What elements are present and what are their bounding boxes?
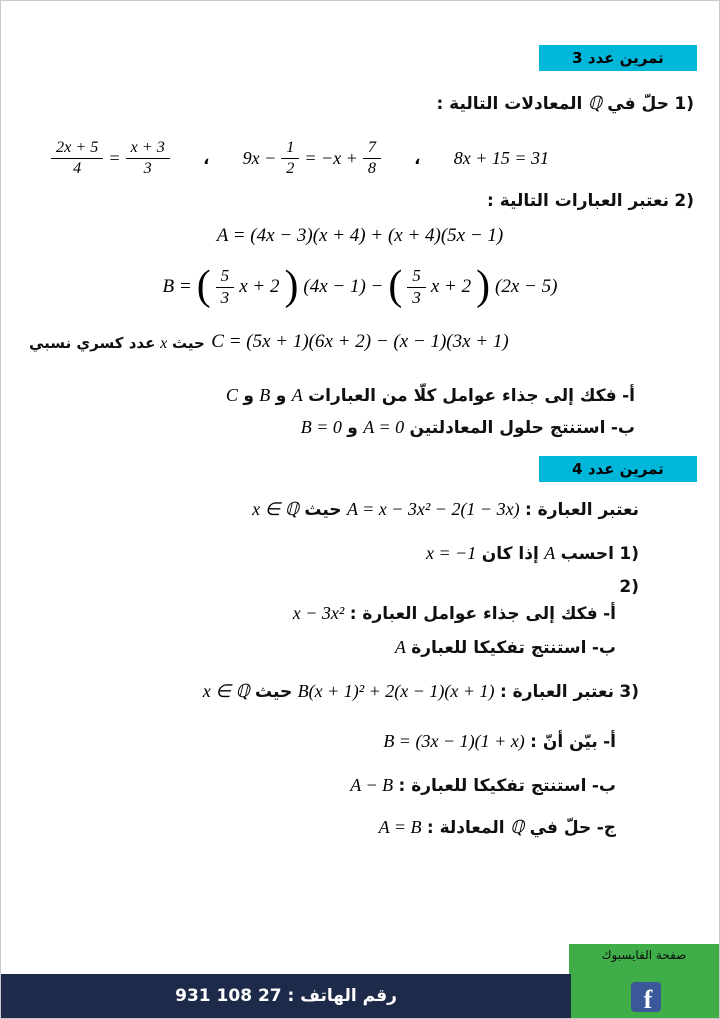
fraction: $\frac{5}{3}$ <box>407 267 426 308</box>
ex4-expression-b: B(x + 1)² + 2(x − 1)(x + 1) <box>297 681 495 701</box>
ex4-q3c-marker: ج- <box>596 818 616 838</box>
expression-a: A = (4x − 3)(x + 4) + (x + 4)(5x − 1) <box>216 225 504 246</box>
ex4-q2-marker: 2) <box>619 577 639 597</box>
ex3-q2-text: نعتبر العبارات التالية : <box>487 191 669 211</box>
ex4-domain-2: x ∈ ℚ <box>202 681 250 701</box>
equation-1: 8x + 15 = 31 <box>453 147 549 168</box>
ex4-question-2b: ب- استنتج تفكيكا للعبارة A <box>394 637 616 658</box>
exercise-4-badge <box>539 456 697 482</box>
ex4-question-3b: ب- استنتج تفكيكا للعبارة : A − B <box>350 775 616 796</box>
ex4-q1-marker: 1) <box>619 544 639 564</box>
expression-b: B = ( $\frac{5}{3}$ x + 2 ) (4x − 1) − ( $\frac{5}{3}$ x + 2 ) (2x − 5) <box>162 263 558 310</box>
ex4-intro: نعتبر العبارة : A = x − 3x² − 2(1 − 3x) حيث x ∈ ℚ <box>252 499 639 520</box>
ex4-intro-text: نعتبر العبارة : <box>524 500 639 520</box>
ex3-question-2 <box>487 191 694 211</box>
ex4-question-3c: ج- حلّ في ℚ المعادلة : A = B <box>378 817 616 838</box>
ex3-q1-marker: 1) <box>674 94 694 114</box>
ex4-question-2 <box>619 577 639 597</box>
facebook-panel <box>569 944 719 1018</box>
facebook-page-label: صفحة الفايسبوك <box>601 948 687 962</box>
ex4-q2b-marker: ب- <box>591 638 616 658</box>
ex4-expression-a: A = x − 3x² − 2(1 − 3x) <box>346 499 520 519</box>
separator-comma: ، <box>203 148 210 168</box>
exercise-4-title: تمرين عدد 4 <box>572 460 664 478</box>
equation-3: $\frac{2x + 5}{4}$ = $\frac{x + 3}{3}$ <box>51 139 170 178</box>
expression-c-row <box>1 331 719 361</box>
fraction: $\frac{7}{8}$ <box>363 139 381 178</box>
equations-row <box>51 129 549 187</box>
ex3-question-a: أ- فكك إلى جذاء عوامل كلّا من العبارات A و B و C <box>225 385 635 406</box>
fraction: $\frac{1}{2}$ <box>281 139 299 178</box>
rational-set-symbol: ℚ <box>587 93 602 113</box>
fraction: $\frac{2x + 5}{4}$ <box>51 139 103 178</box>
big-paren-open: ( <box>196 263 211 310</box>
ex3-qb-marker: ب- <box>610 418 635 438</box>
facebook-icon: f <box>631 982 661 1012</box>
ex3-question-b: ب- استنتج حلول المعادلتين A = 0 و B = 0 <box>300 417 635 438</box>
exercise-3-badge <box>539 45 697 71</box>
ex4-q3-marker: 3) <box>619 682 639 702</box>
expression-a-row <box>1 225 719 247</box>
ex3-qa-text: فكك إلى جذاء عوامل كلّا من العبارات <box>308 386 617 406</box>
ex3-q2-marker: 2) <box>674 191 694 211</box>
equation-2: 9x − $\frac{1}{2}$ = −x + $\frac{7}{8}$ <box>243 139 381 178</box>
fraction: $\frac{x + 3}{3}$ <box>126 139 170 178</box>
ex4-q2a-marker: أ- <box>603 604 616 624</box>
ex3-q1-text-a: حلّ في <box>607 94 669 114</box>
separator-comma: ، <box>414 148 421 168</box>
ex3-q1-text-b: المعادلات التالية : <box>436 94 583 114</box>
exercise-3-title: تمرين عدد 3 <box>572 49 664 67</box>
expression-c-note: حيث x عدد كسري نسبي <box>29 334 205 352</box>
big-paren-close: ) <box>476 263 491 310</box>
big-paren-close: ) <box>284 263 299 310</box>
ex4-q3a-marker: أ- <box>603 732 616 752</box>
ex4-q3b-marker: ب- <box>591 776 616 796</box>
ex4-question-2a: أ- فكك إلى جذاء عوامل العبارة : x − 3x² <box>292 603 616 624</box>
ex4-question-3: 3) نعتبر العبارة : B(x + 1)² + 2(x − 1)(x + 1) حيث x ∈ ℚ <box>202 681 639 702</box>
footer-bar <box>1 974 571 1018</box>
ex4-question-1: 1) احسب A إذا كان x = −1 <box>426 543 639 564</box>
expression-c: C = (5x + 1)(6x + 2) − (x − 1)(3x + 1) <box>211 331 509 352</box>
expression-b-row <box>1 263 719 310</box>
ex3-qb-text: استنتج حلول المعادلتين <box>409 418 606 438</box>
rational-set-symbol: ℚ <box>510 817 525 837</box>
phone-number: رقم الهاتف : 27 108 931 <box>175 986 397 1006</box>
ex3-qa-marker: أ- <box>622 386 635 406</box>
fraction: $\frac{5}{3}$ <box>216 267 235 308</box>
ex4-domain: x ∈ ℚ <box>252 499 299 519</box>
ex3-question-1 <box>436 93 694 114</box>
ex4-question-3a: أ- بيّن أنّ : B = (3x − 1)(1 + x) <box>383 731 616 752</box>
big-paren-open: ( <box>388 263 403 310</box>
